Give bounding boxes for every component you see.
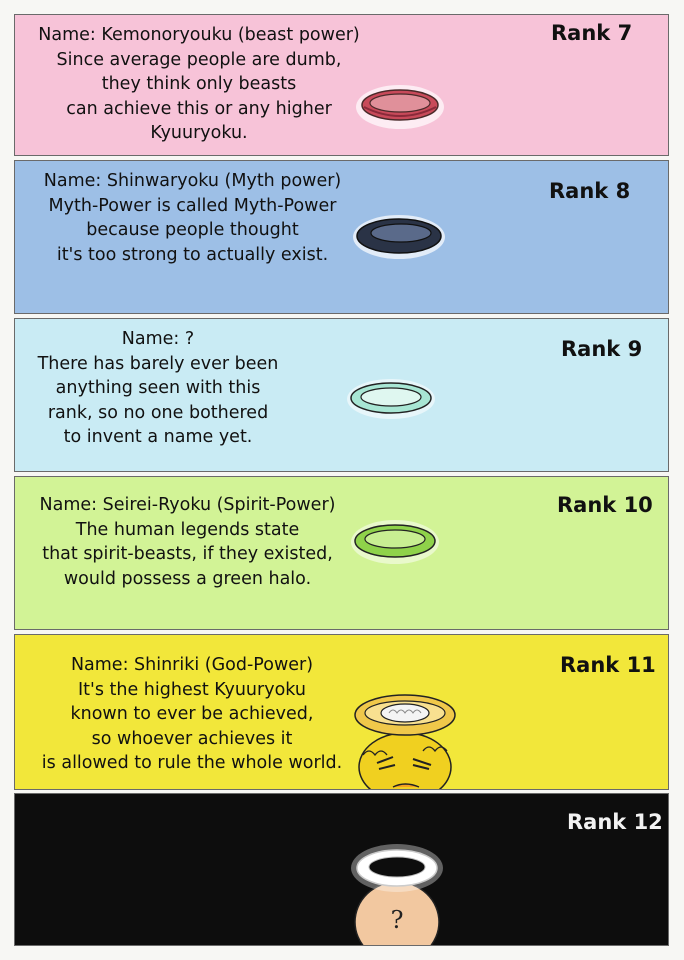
rank-9-text-line: to invent a name yet. — [63, 427, 253, 447]
panel-rank-9 — [14, 318, 669, 472]
dark-blue-halo-icon — [347, 209, 451, 265]
rank-7-label: Rank 7 — [551, 21, 633, 45]
rank-11-label: Rank 11 — [560, 653, 656, 677]
rank-11-text-line: known to ever be achieved, — [70, 704, 314, 724]
panel-rank-8 — [14, 160, 669, 314]
rank-8-text-line: because people thought — [86, 220, 299, 240]
rank-7-description — [19, 23, 379, 146]
rank-7-name: Name: Kemonoryouku (beast power) — [38, 25, 360, 45]
rank-10-description — [15, 493, 360, 591]
rank-7-text-line: they think only beasts — [101, 74, 297, 94]
rank-12-label: Rank 12 — [567, 810, 663, 834]
rank-11-name: Name: Shinriki (God-Power) — [70, 655, 314, 675]
panel-rank-11 — [14, 634, 669, 790]
rank-7-text-line: Kyuuryoku. — [150, 123, 248, 143]
rank-10-text-line: The human legends state — [75, 519, 300, 540]
rank-11-description — [17, 653, 367, 776]
red-halo-icon — [350, 79, 450, 135]
rank-9-text-line: anything seen with this — [55, 378, 261, 398]
rank-8-label: Rank 8 — [549, 179, 631, 203]
rank-8-name: Name: Shinwaryoku (Myth power) — [43, 171, 342, 191]
rank-11-text-line: so whoever achieves it — [91, 728, 293, 749]
teal-halo-icon — [341, 373, 441, 425]
rank-8-text-line: Myth-Power is called Myth-Power — [48, 195, 337, 216]
rank-8-text-line: it's too strong to actually exist. — [56, 244, 329, 265]
rank-9-description — [17, 327, 299, 450]
rank-9-text-line: rank, so no one bothered — [47, 402, 269, 423]
green-halo-icon — [345, 515, 445, 569]
rank-7-text-line: Since average people are dumb, — [56, 49, 342, 70]
rank-10-label: Rank 10 — [557, 493, 653, 517]
panel-rank-10 — [14, 476, 669, 630]
rank-10-name: Name: Seirei-Ryoku (Spirit-Power) — [39, 495, 336, 515]
panel-rank-12 — [14, 793, 669, 946]
question-mark: ? — [390, 906, 404, 934]
panel-rank-7 — [14, 14, 669, 156]
rank-7-text-line: can achieve this or any higher — [66, 98, 332, 119]
rank-10-text-line: would possess a green halo. — [63, 568, 312, 589]
rank-9-name: Name: ? — [121, 329, 195, 349]
rank-10-text-line: that spirit-beasts, if they existed, — [42, 544, 333, 564]
rank-9-text-line: There has barely ever been — [37, 353, 279, 374]
god-figure-with-gold-halo-icon — [349, 689, 461, 790]
rank-9-label: Rank 9 — [561, 337, 643, 361]
rank-11-text-line: It's the highest Kyuuryoku — [78, 679, 306, 700]
rank-8-description — [15, 169, 370, 267]
rank-11-text-line: is allowed to rule the whole world. — [41, 753, 343, 773]
unknown-figure-with-white-halo-icon — [347, 840, 447, 946]
